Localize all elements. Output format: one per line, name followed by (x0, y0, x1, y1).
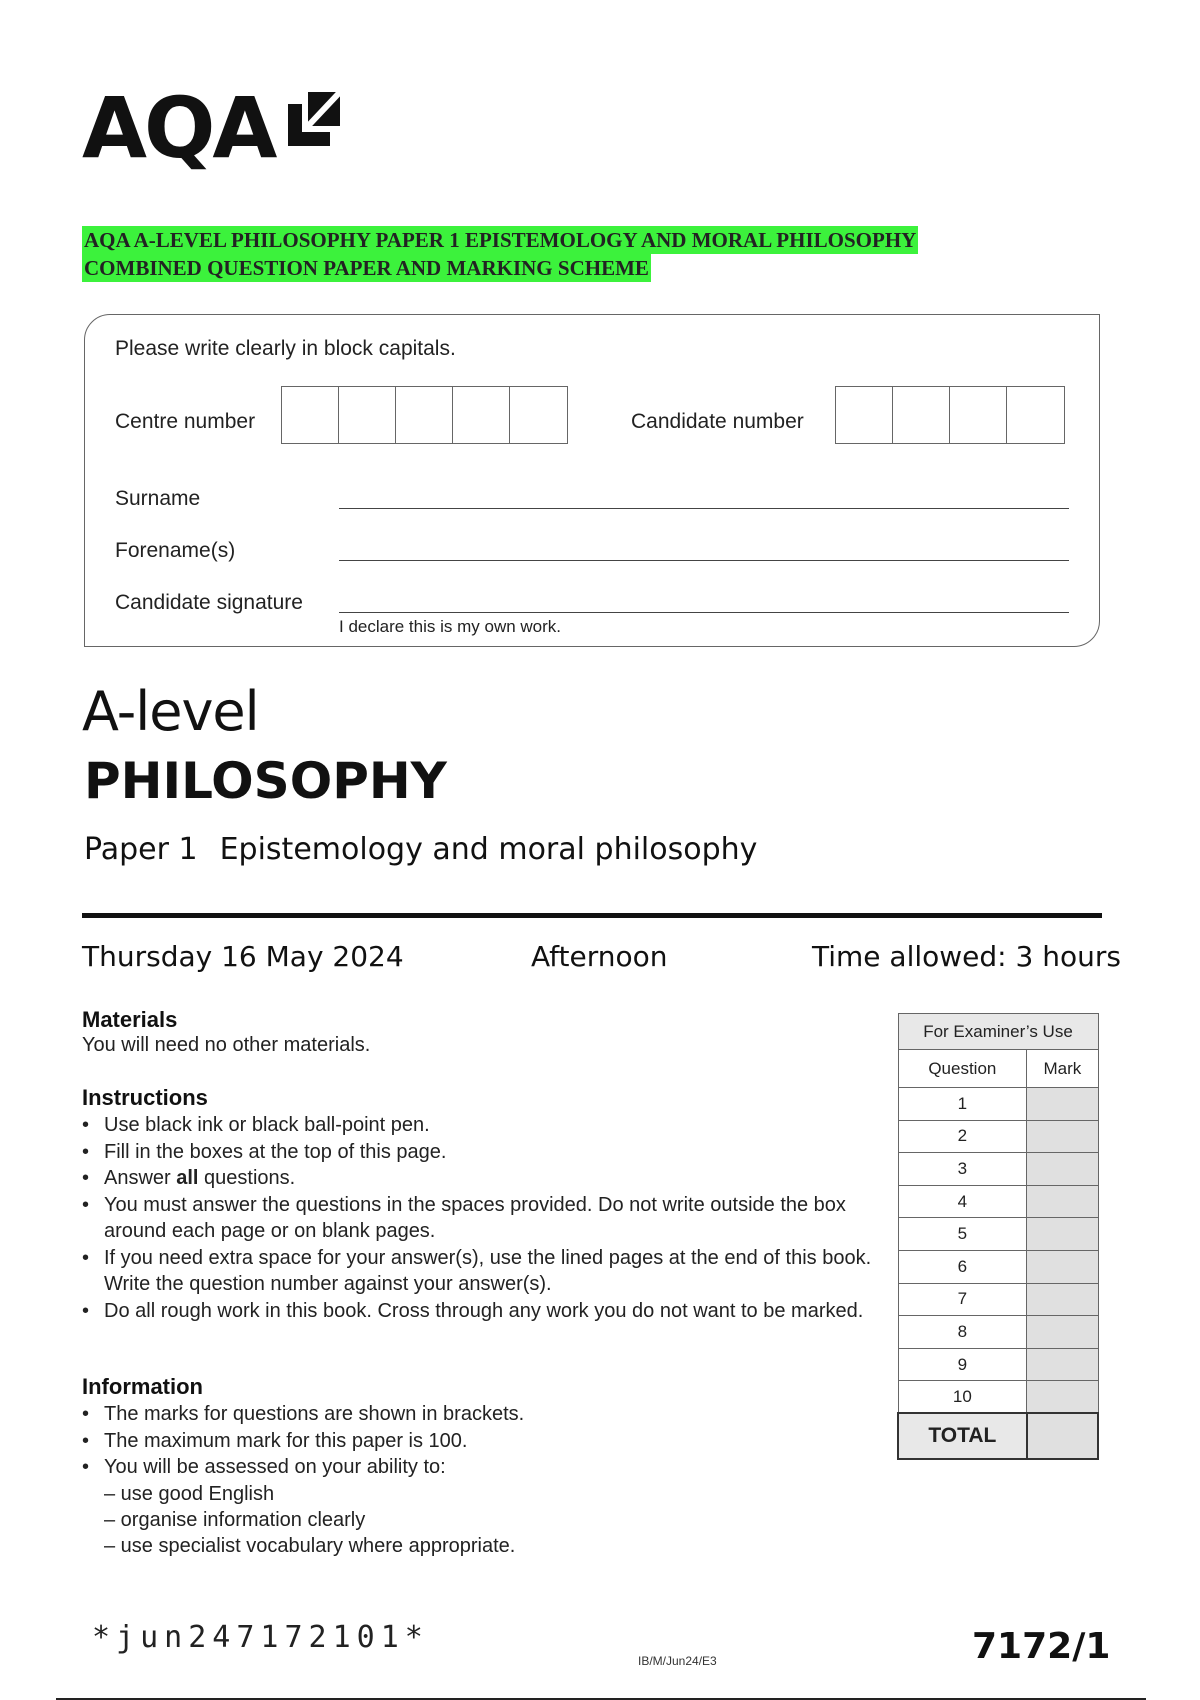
document-title-line-2: COMBINED QUESTION PAPER AND MARKING SCHEME (84, 256, 649, 280)
candidate-digit-box[interactable] (950, 387, 1007, 443)
logo-text: AQA (82, 79, 275, 177)
table-row (898, 1250, 1098, 1283)
question-number: 9 (898, 1348, 1027, 1381)
centre-digit-box[interactable] (453, 387, 510, 443)
centre-number-label: Centre number (115, 410, 256, 433)
signature-label: Candidate signature (115, 591, 303, 614)
block-capitals-instruction: Please write clearly in block capitals. (115, 337, 456, 360)
instruction-item (82, 1165, 872, 1192)
instruction-item: • Use black ink or black ball-point pen. (82, 1112, 872, 1139)
question-number: 5 (898, 1218, 1027, 1251)
table-row (898, 1153, 1098, 1186)
subject-title: PHILOSOPHY (84, 752, 447, 810)
question-number: 6 (898, 1250, 1027, 1283)
instruction-text: Answer (104, 1167, 177, 1189)
table-row (898, 1316, 1098, 1349)
centre-digit-box[interactable] (282, 387, 339, 443)
mark-cell (1027, 1381, 1098, 1414)
mark-cell (1027, 1218, 1098, 1251)
divider-rule (82, 913, 1102, 918)
reference-code: IB/M/Jun24/E3 (638, 1654, 717, 1668)
paper-code: 7172/1 (972, 1626, 1111, 1667)
table-row (898, 1088, 1098, 1121)
examiner-use-table (897, 1013, 1099, 1460)
information-subitem: – use good English (104, 1482, 275, 1505)
candidate-number-label: Candidate number (631, 410, 804, 433)
candidate-details-box (84, 314, 1100, 647)
total-mark-cell (1027, 1413, 1098, 1459)
total-row (898, 1413, 1098, 1459)
mark-cell (1027, 1153, 1098, 1186)
candidate-digit-box[interactable] (836, 387, 893, 443)
paper-title (84, 832, 779, 867)
table-row (898, 1185, 1098, 1218)
centre-digit-box[interactable] (510, 387, 567, 443)
paper-number: Paper 1 (84, 832, 198, 867)
mark-cell (1027, 1088, 1098, 1121)
table-row (898, 1381, 1098, 1414)
information-subitem: – use specialist vocabulary where appropriate. (104, 1534, 516, 1557)
mark-cell (1027, 1316, 1098, 1349)
document-title-line-1: AQA A-LEVEL PHILOSOPHY PAPER 1 EPISTEMOLOGY AND MORAL PHILOSOPHY (84, 228, 917, 252)
information-list (82, 1401, 872, 1559)
centre-number-boxes[interactable] (281, 386, 568, 444)
question-column-header: Question (898, 1050, 1027, 1088)
table-row (898, 1218, 1098, 1251)
time-allowed: Time allowed: 3 hours (812, 940, 1121, 973)
paper-name: Epistemology and moral philosophy (219, 832, 758, 867)
question-number: 3 (898, 1153, 1027, 1186)
centre-digit-box[interactable] (396, 387, 453, 443)
candidate-digit-box[interactable] (1007, 387, 1064, 443)
instructions-heading: Instructions (82, 1085, 208, 1110)
document-title (82, 226, 918, 282)
information-item: • You will be assessed on your ability to: (82, 1454, 872, 1481)
instructions-list (82, 1112, 872, 1324)
information-item: • The marks for questions are shown in brackets. (82, 1401, 872, 1428)
qualification-level: A-level (82, 680, 259, 743)
mark-cell (1027, 1348, 1098, 1381)
aqa-logo (82, 79, 352, 186)
exam-session: Afternoon (531, 940, 668, 973)
question-number: 1 (898, 1088, 1027, 1121)
mark-cell (1027, 1283, 1098, 1316)
mark-cell (1027, 1250, 1098, 1283)
table-row (898, 1283, 1098, 1316)
mark-column-header: Mark (1027, 1050, 1098, 1088)
information-item: • The maximum mark for this paper is 100. (82, 1428, 872, 1455)
instruction-emphasis: all (176, 1167, 199, 1189)
surname-label: Surname (115, 487, 201, 510)
instruction-item: • Fill in the boxes at the top of this page. (82, 1139, 872, 1166)
materials-heading: Materials (82, 1007, 178, 1032)
declaration-text: I declare this is my own work. (339, 617, 562, 636)
mark-cell (1027, 1120, 1098, 1153)
mark-cell (1027, 1185, 1098, 1218)
surname-line[interactable] (339, 508, 1069, 509)
instruction-item: • Do all rough work in this book. Cross through any work you do not want to be marked. (82, 1298, 872, 1325)
forenames-line[interactable] (339, 560, 1069, 561)
table-row (898, 1348, 1098, 1381)
candidate-digit-box[interactable] (893, 387, 950, 443)
table-row (898, 1120, 1098, 1153)
question-number: 2 (898, 1120, 1027, 1153)
exam-date: Thursday 16 May 2024 (82, 940, 404, 973)
logo-mark-icon (286, 90, 342, 148)
instruction-text: questions. (198, 1167, 296, 1189)
barcode-text: *jun247172101* (92, 1620, 429, 1655)
total-label: TOTAL (898, 1413, 1027, 1459)
question-number: 8 (898, 1316, 1027, 1349)
centre-digit-box[interactable] (339, 387, 396, 443)
question-number: 4 (898, 1185, 1027, 1218)
candidate-number-boxes[interactable] (835, 386, 1065, 444)
examiner-table-title: For Examiner’s Use (898, 1014, 1098, 1050)
instruction-item: • You must answer the questions in the spaces provided. Do not write outside the box around each page or on blank pages. (82, 1192, 872, 1245)
instruction-item: • If you need extra space for your answer(s), use the lined pages at the end of this book. Write the question number against your answer(s). (82, 1245, 872, 1298)
question-number: 10 (898, 1381, 1027, 1414)
materials-text: You will need no other materials. (82, 1034, 371, 1056)
question-number: 7 (898, 1283, 1027, 1316)
signature-line[interactable] (339, 612, 1069, 613)
information-heading: Information (82, 1374, 203, 1399)
forenames-label: Forename(s) (115, 539, 236, 562)
information-subitem: – organise information clearly (104, 1508, 366, 1531)
